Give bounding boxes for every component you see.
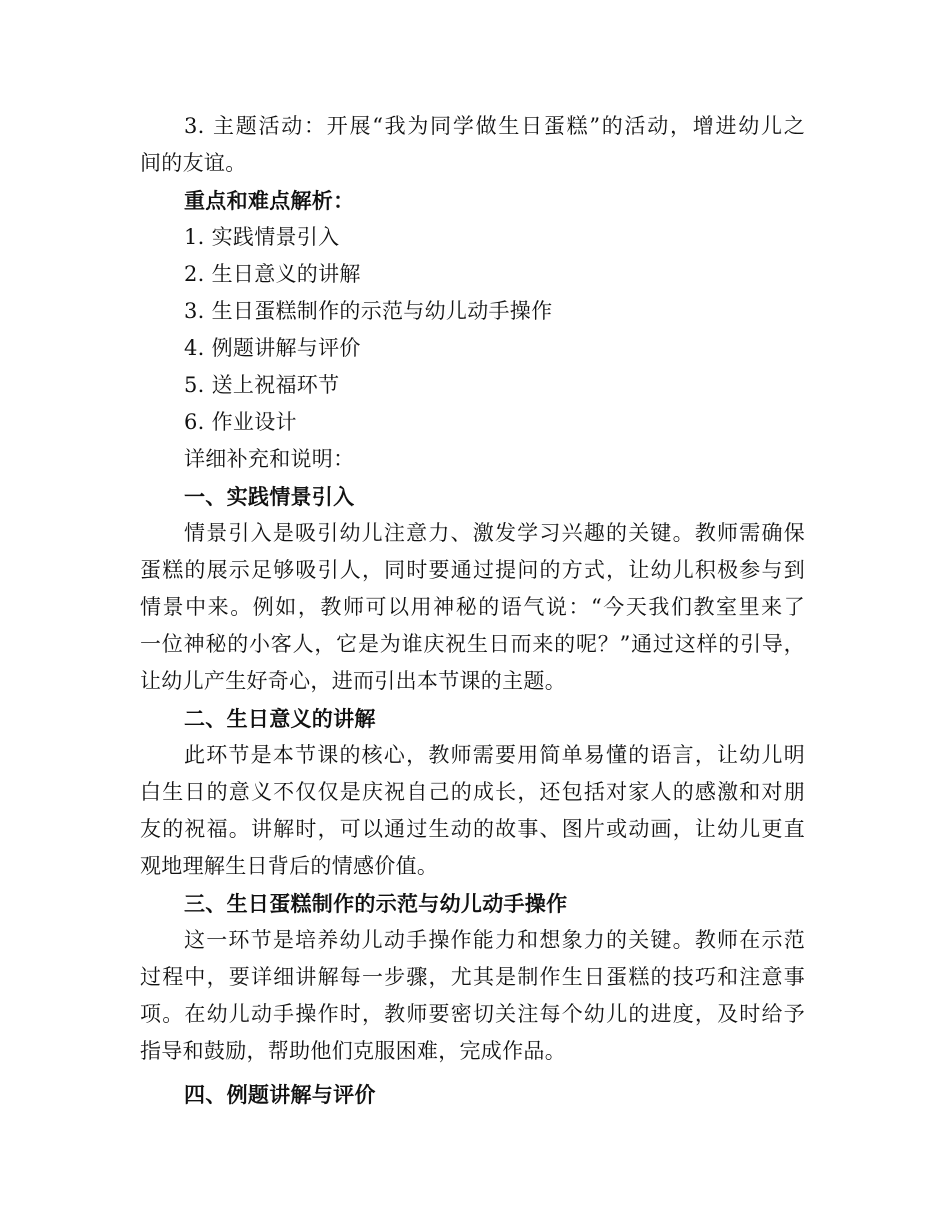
section-2-heading: 二、生日意义的讲解 [184,706,376,731]
document-page [140,108,805,1113]
section-3-paragraph-line: 指导和鼓励，帮助他们克服困难，完成作品。 [140,1039,566,1063]
section-1-paragraph-line: 情景引入是吸引幼儿注意力、激发学习兴趣的关键。教师需确保 [184,521,805,545]
key-point-item: 2. 生日意义的讲解 [184,262,361,286]
section-4-heading: 四、例题讲解与评价 [184,1082,376,1107]
section-3-heading: 三、生日蛋糕制作的示范与幼儿动手操作 [184,891,568,916]
key-point-item: 5. 送上祝福环节 [184,373,340,397]
key-points-heading: 重点和难点解析： [184,188,355,213]
intro-line-2: 间的友谊。 [140,151,247,175]
key-point-item: 3. 生日蛋糕制作的示范与幼儿动手操作 [184,299,553,323]
section-2-paragraph-line: 此环节是本节课的核心，教师需要用简单易懂的语言，让幼儿明 [184,743,805,767]
section-3-paragraph-line: 项。在幼儿动手操作时，教师要密切关注每个幼儿的进度，及时给予 [140,1002,805,1026]
section-1-paragraph-line: 一位神秘的小客人，它是为谁庆祝生日而来的呢？”通过这样的引导， [140,632,805,656]
key-point-item: 6. 作业设计 [184,410,297,434]
details-heading: 详细补充和说明： [184,447,355,471]
section-2-paragraph-line: 白生日的意义不仅仅是庆祝自己的成长，还包括对家人的感激和对朋 [140,780,805,804]
section-3-paragraph-line: 这一环节是培养幼儿动手操作能力和想象力的关键。教师在示范 [184,928,805,952]
section-3-paragraph-line: 过程中，要详细讲解每一步骤，尤其是制作生日蛋糕的技巧和注意事 [140,965,805,989]
section-1-paragraph-line: 蛋糕的展示足够吸引人，同时要通过提问的方式，让幼儿积极参与到 [140,558,805,582]
section-1-paragraph-line: 让幼儿产生好奇心，进而引出本节课的主题。 [140,669,566,693]
section-1-heading: 一、实践情景引入 [184,484,355,509]
key-point-item: 4. 例题讲解与评价 [184,336,361,360]
key-point-item: 1. 实践情景引入 [184,225,340,249]
section-1-paragraph-line: 情景中来。例如，教师可以用神秘的语气说：“今天我们教室里来了 [140,595,805,619]
section-2-paragraph-line: 友的祝福。讲解时，可以通过生动的故事、图片或动画，让幼儿更直 [140,817,805,841]
section-2-paragraph-line: 观地理解生日背后的情感价值。 [140,854,439,878]
intro-line-1: 3. 主题活动：开展“我为同学做生日蛋糕”的活动，增进幼儿之 [184,114,805,138]
